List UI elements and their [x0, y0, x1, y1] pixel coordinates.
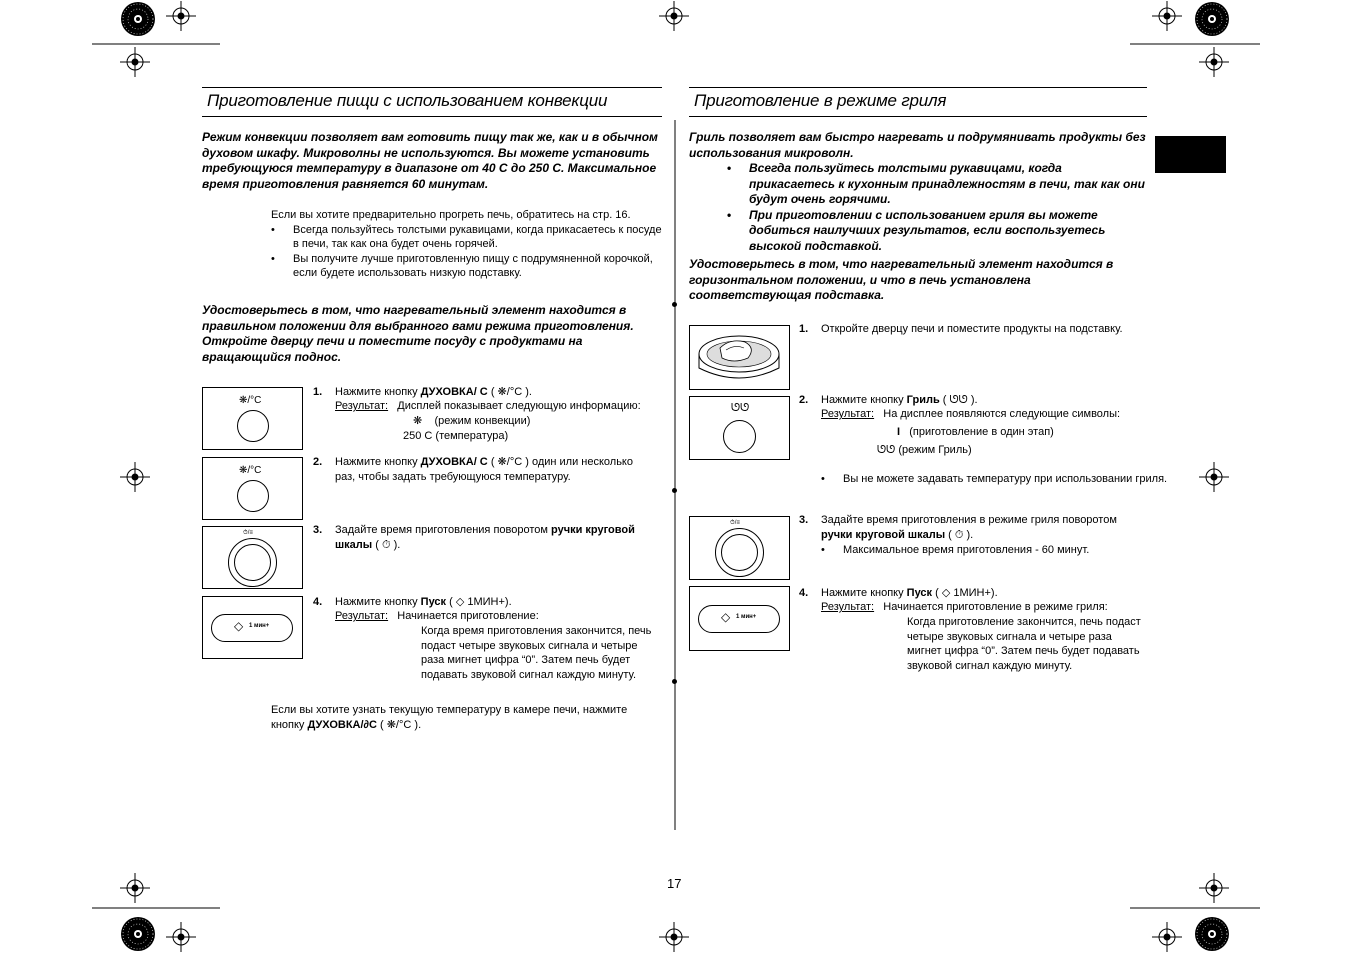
start-icon: ◇ [234, 619, 244, 633]
bullet-item: • При приготовлении с использованием гриля вы можете добиться наилучших результатов, если воспользуетесь высокой подставкой. [727, 208, 1147, 255]
warning-left: Удостоверьтесь в том, что нагревательный элемент находится в правильном положении для выбранного вами режима приготовления. Откройте дверцу печи и поместите посуду с продуктами на вращающийся поднос. [202, 303, 634, 364]
dial-label: ⏱/≡ [243, 530, 253, 536]
title-rule [202, 116, 662, 117]
start-label: 1 мин+ [736, 614, 757, 620]
warning-right: Удостоверьтесь в том, что нагревательный элемент находится в горизонтальном положении, и что в печь установлена соответствующая подставка. [689, 257, 1114, 302]
step-3-right: 3. Задайте время приготовления в режиме гриля поворотом ручки круговой шкалы ( ⏱ ). • Максимальное время приготовления - 60 минут. [799, 513, 1151, 528]
bullet-item: • Вы получите лучше приготовленную пищу с подрумяненной корочкой, если будете использовать низкую подставку. [271, 252, 663, 281]
panel-convection-2 [202, 457, 303, 520]
section-tab [1155, 136, 1226, 173]
intro-right: Гриль позволяет вам быстро нагревать и подрумянивать продукты без использования микроволн. • Всегда пользуйтесь толстыми рукавицами, когда прикасаетесь к кухонным принадлежностям в печи, так как они будут очень горячими. • При приготовлении с использованием гриля вы можете добиться наилучших результатов, если воспользуетесь высокой подставкой. [689, 130, 1147, 254]
convection-label: ❋/°C [239, 395, 262, 406]
dial-knob[interactable] [234, 544, 271, 581]
bullet-item: • Всегда пользуйтесь толстыми рукавицами, когда прикасаетесь к кухонным принадлежностям в печи, так как они будут очень горячими. [727, 161, 1147, 208]
step-1-left: 1. Нажмите кнопку ДУХОВКА/ С ( ❋/°C ). Результат: Дисплей показывает следующую информацию: ❋ (режим конвекции) 250 С (температура) [313, 386, 641, 442]
footer-left: Если вы хотите узнать текущую температуру в камере печи, нажмите кнопку ДУХОВКА/∂С ( ❋/°C ). [271, 704, 628, 731]
grill-button[interactable] [723, 420, 756, 453]
dial-label: ⏱/≡ [730, 520, 740, 526]
step-4-left: 4. Нажмите кнопку Пуск ( ◇ 1МИН+). Результат: Начинается приготовление: Когда время приготовления закончится, печь подаст четыре звуковых сигнала и четыре раза мигнет цифра “0”. Затем печь будет подавать звуковой сигнал каждую минуту. [313, 596, 652, 681]
step-2-right: 2. Нажмите кнопку Гриль ( ᘎᘎ ). Результат: На дисплее появляются следующие символы: I (приготовление в один этап) ᘎᘎ (режим Гриль) • Вы не можете задавать температуру при использовании гриля. [799, 393, 1151, 408]
panel-start-left [202, 596, 303, 659]
panel-grill [689, 396, 790, 460]
start-icon: ◇ [721, 610, 731, 624]
step-1-right: 1. Откройте дверцу печи и поместите продукты на подставку. [799, 323, 1123, 335]
binding-dot [672, 488, 677, 493]
intro-left: Режим конвекции позволяет вам готовить пищу так же, как и в обычном духовом шкафу. Микроволны не используются. Вы можете установить требующуюся температуру в диапазоне от 40 С до 250 С. Максимальное время приготовления равняется 60 минутам. [202, 130, 658, 191]
bullet-item: • Всегда пользуйтесь толстыми рукавицами, когда прикасаетесь к посуде в печи, так как она будет очень горячей. [271, 223, 663, 252]
convection-button[interactable] [237, 410, 269, 442]
page-title-left: Приготовление пищи с использованием конвекции [207, 91, 608, 110]
convection-button[interactable] [237, 480, 269, 512]
dial-knob[interactable] [721, 534, 758, 571]
title-rule [689, 116, 1147, 117]
title-rule [202, 87, 662, 88]
panel-dial-right [689, 516, 790, 580]
oven-tray-illustration [690, 326, 789, 389]
panel-dial-left [202, 526, 303, 589]
page-number: 17 [667, 876, 682, 891]
panel-oven-image [689, 325, 790, 390]
page-title-right: Приготовление в режиме гриля [694, 91, 947, 110]
step-3-left: 3. Задайте время приготовления поворотом ручки круговой шкалы ( ⏱ ). [313, 524, 635, 551]
grill-icon: ᘎᘎ [731, 402, 750, 414]
note-left [271, 208, 663, 281]
start-label: 1 мин+ [249, 623, 270, 629]
title-rule [689, 87, 1147, 88]
step-4-right: 4. Нажмите кнопку Пуск ( ◇ 1МИН+). Результат: Начинается приготовление в режиме гриля: Когда приготовление закончится, печь подаст четыре звуковых сигнала и четыре раза мигнет цифра “0”. Затем печь будет подавать звуковой сигнал каждую минуту. [799, 587, 1141, 672]
panel-start-right [689, 586, 790, 651]
binding-dot [672, 679, 677, 684]
convection-label: ❋/°C [239, 465, 262, 476]
panel-convection-1 [202, 387, 303, 450]
binding-dot [672, 302, 677, 307]
step-2-left: 2. Нажмите кнопку ДУХОВКА/ С ( ❋/°C ) один или несколько раз, чтобы задать требующуюся температуру. [313, 456, 633, 483]
preheat-note: Если вы хотите предварительно прогреть печь, обратитесь на стр. 16. [271, 209, 631, 221]
